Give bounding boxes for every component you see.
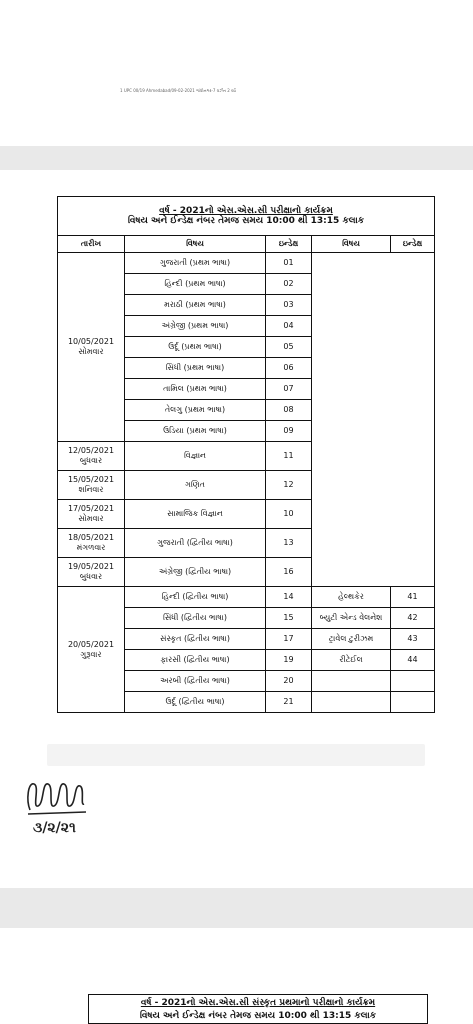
index-cell: 03 — [266, 295, 312, 316]
header-subject: વિષય — [125, 236, 266, 253]
signature-mark — [22, 770, 92, 820]
table-header-row — [58, 236, 435, 253]
index-cell: 19 — [266, 650, 312, 671]
subject-cell: ઉર્દૂ (દ્વિતીય ભાષા) — [125, 692, 266, 713]
subject-2-cell: રીટેઈલ — [312, 650, 391, 671]
schedule-title: વર્ષ - 2021નો એસ.એસ.સી પરીક્ષાનો કાર્યક્રમ — [159, 206, 333, 216]
subject-cell: તેલગુ (પ્રથમ ભાષા) — [125, 400, 266, 421]
signature-date: ૩/૨/૨૧ — [33, 820, 76, 836]
date-cell — [58, 529, 125, 558]
index-cell: 11 — [266, 442, 312, 471]
sanskrit-schedule-subtitle: વિષય અને ઈન્ડેક્ષ નંબર તેમજ સમય 10:00 થી 13:15 કલાક — [139, 1011, 377, 1021]
subject-cell: ફારસી (દ્વિતીય ભાષા) — [125, 650, 266, 671]
index-cell: 17 — [266, 629, 312, 650]
index-cell: 14 — [266, 587, 312, 608]
index-cell: 20 — [266, 671, 312, 692]
index-2-cell: 44 — [391, 650, 435, 671]
exam-day: બુધવાર — [79, 572, 103, 581]
subject-cell: સિંધી (દ્વિતીય ભાષા) — [125, 608, 266, 629]
index-cell: 12 — [266, 471, 312, 500]
schedule-title-row — [58, 197, 435, 236]
index-cell: 13 — [266, 529, 312, 558]
index-cell: 10 — [266, 500, 312, 529]
exam-day: મંગળવાર — [76, 543, 106, 552]
date-cell — [58, 442, 125, 471]
subject-cell: મરાઠી (પ્રથમ ભાષા) — [125, 295, 266, 316]
exam-day: સોમવાર — [78, 514, 104, 523]
exam-day: ગુરૂવાર — [80, 649, 102, 659]
exam-date: 10/05/2021 — [67, 337, 115, 346]
table-row — [58, 587, 435, 608]
subject-cell: હિન્દી (દ્વિતીય ભાષા) — [125, 587, 266, 608]
header-index: ઇન્ડેક્ષ — [266, 236, 312, 253]
subject-cell: સિંધી (પ્રથમ ભાષા) — [125, 358, 266, 379]
subject-cell: ઉર્દૂ (પ્રથમ ભાષા) — [125, 337, 266, 358]
sanskrit-schedule-header — [88, 994, 428, 1024]
index-cell: 05 — [266, 337, 312, 358]
subject-2-cell — [312, 671, 391, 692]
header-date: તારીખ — [58, 236, 125, 253]
exam-date: 18/05/2021 — [67, 533, 115, 542]
date-cell — [58, 587, 125, 713]
empty-area — [312, 253, 435, 587]
header-subject-2: વિષય — [312, 236, 391, 253]
index-cell: 04 — [266, 316, 312, 337]
date-cell — [58, 471, 125, 500]
subject-cell: સામાજિક વિજ્ઞાન — [125, 500, 266, 529]
exam-date: 17/05/2021 — [67, 504, 115, 513]
index-cell: 08 — [266, 400, 312, 421]
date-cell — [58, 253, 125, 442]
index-2-cell: 42 — [391, 608, 435, 629]
subject-cell: ગણિત — [125, 471, 266, 500]
index-cell: 15 — [266, 608, 312, 629]
redacted-strip — [47, 744, 425, 766]
index-2-cell — [391, 692, 435, 713]
index-cell: 06 — [266, 358, 312, 379]
exam-day: સોમવાર — [78, 347, 104, 356]
subject-cell: સંસ્કૃત (દ્વિતીય ભાષા) — [125, 629, 266, 650]
exam-date: 20/05/2021 — [67, 639, 115, 649]
schedule-subtitle: વિષય અને ઈન્ડેક્ષ નંબર તેમજ સમય 10:00 થી 13:15 કલાક — [127, 216, 365, 226]
exam-day: બુધવાર — [79, 456, 103, 465]
exam-day: શનિવાર — [78, 485, 104, 494]
exam-schedule-table — [57, 196, 435, 713]
index-2-cell — [391, 671, 435, 692]
subject-cell: અંગ્રેજી (પ્રથમ ભાષા) — [125, 316, 266, 337]
header-index-2: ઇન્ડેક્ષ — [391, 236, 435, 253]
exam-date: 12/05/2021 — [67, 446, 115, 455]
subject-cell: ઉડિયા (પ્રથમ ભાષા) — [125, 421, 266, 442]
index-cell: 01 — [266, 253, 312, 274]
subject-cell: ગુજરાતી (દ્વિતીય ભાષા) — [125, 529, 266, 558]
subject-cell: અરબી (દ્વિતીય ભાષા) — [125, 671, 266, 692]
index-cell: 21 — [266, 692, 312, 713]
index-cell: 02 — [266, 274, 312, 295]
index-cell: 07 — [266, 379, 312, 400]
subject-2-cell — [312, 692, 391, 713]
sanskrit-schedule-title: વર્ષ - 2021નો એસ.એસ.સી સંસ્કૃત પ્રથમાનો પરીક્ષાનો કાર્યક્રમ — [140, 998, 376, 1008]
subject-2-cell: ટ્રાવેલ ટુરીઝમ — [312, 629, 391, 650]
table-row — [58, 253, 435, 274]
document-page-1 — [0, 0, 473, 146]
index-cell: 16 — [266, 558, 312, 587]
subject-2-cell: બ્યુટી એન્ડ વેલનેશ — [312, 608, 391, 629]
index-2-cell: 43 — [391, 629, 435, 650]
index-2-cell: 41 — [391, 587, 435, 608]
subject-cell: વિજ્ઞાન — [125, 442, 266, 471]
date-cell — [58, 558, 125, 587]
subject-cell: ગુજરાતી (પ્રથમ ભાષા) — [125, 253, 266, 274]
subject-2-cell: હેલ્થકેર — [312, 587, 391, 608]
exam-date: 15/05/2021 — [67, 475, 115, 484]
subject-cell: તામિલ (પ્રથમ ભાષા) — [125, 379, 266, 400]
subject-cell: અંગ્રેજી (દ્વિતીય ભાષા) — [125, 558, 266, 587]
date-cell — [58, 500, 125, 529]
index-cell: 09 — [266, 421, 312, 442]
exam-date: 19/05/2021 — [67, 562, 115, 571]
page-footer-note: 1 UPC 00/19 Ahmedabad/09-02-2021 ગાંધીનગર-7 વર્ઝન 2 વર્ષ — [120, 88, 236, 93]
subject-cell: હિન્દી (પ્રથમ ભાષા) — [125, 274, 266, 295]
